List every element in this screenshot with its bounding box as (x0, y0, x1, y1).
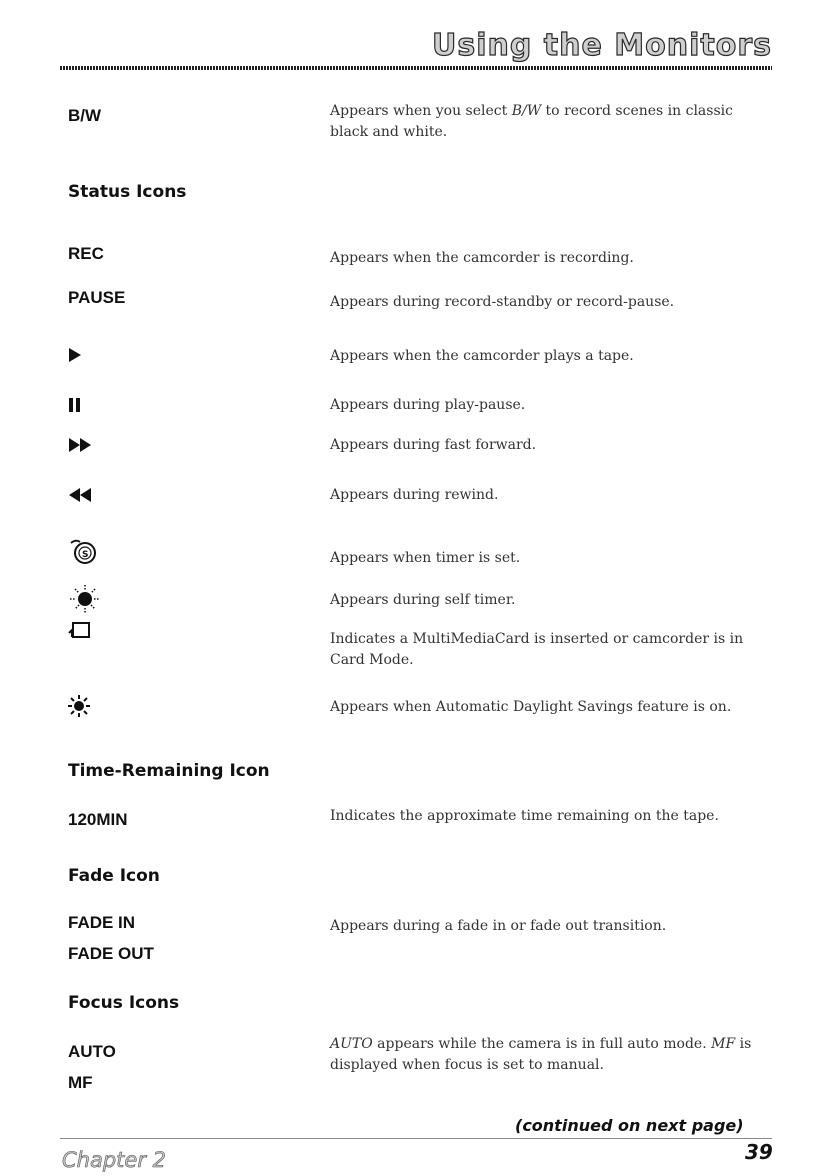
desc-bw-pre: Appears when you select (330, 103, 512, 119)
term-fade-in: FADE IN (68, 913, 136, 932)
header-rule (60, 66, 772, 70)
play-icon (68, 347, 82, 363)
desc-focus (330, 1034, 780, 1076)
desc-card: Indicates a MultiMediaCard is inserted or camcorder is in Card Mode. (330, 631, 744, 668)
footer-rule (60, 1138, 772, 1139)
svg-text:S: S (82, 550, 89, 560)
desc-bw (330, 101, 750, 143)
desc-pause: Appears during record-standby or record-pause. (330, 294, 675, 310)
self-timer-icon (68, 584, 102, 614)
desc-120min: Indicates the approximate time remaining on the tape. (330, 808, 719, 824)
fast-forward-icon (68, 437, 94, 453)
desc-fade: Appears during a fade in or fade out transition. (330, 918, 667, 934)
section-fade-icon: Fade Icon (68, 866, 160, 886)
page-header-title: Using the Monitors (432, 28, 772, 63)
section-time-remaining: Time-Remaining Icon (68, 761, 270, 781)
page-number: 39 (745, 1140, 773, 1164)
desc-selftimer: Appears during self timer. (330, 592, 516, 608)
term-rec: REC (68, 244, 104, 263)
desc-ff: Appears during fast forward. (330, 437, 537, 453)
desc-bw-post: to record scenes in classic black and white. (330, 103, 733, 140)
term-bw: B/W (68, 106, 102, 125)
timer-icon (68, 538, 98, 566)
chapter-label: Chapter 2 (62, 1148, 166, 1172)
daylight-savings-icon (68, 695, 90, 717)
term-120min: 120MIN (68, 810, 128, 829)
desc-dst: Appears when Automatic Daylight Savings feature is on. (330, 699, 732, 715)
desc-focus-post: is displayed when focus is set to manual. (330, 1036, 752, 1073)
pause-icon (68, 397, 82, 413)
desc-focus-mf: MF (711, 1036, 736, 1052)
term-pause: PAUSE (68, 288, 126, 307)
section-focus-icons: Focus Icons (68, 993, 180, 1013)
desc-focus-auto: AUTO (330, 1036, 373, 1052)
desc-rew: Appears during rewind. (330, 487, 499, 503)
term-auto: AUTO (68, 1042, 116, 1061)
section-status-icons: Status Icons (68, 182, 187, 202)
desc-play: Appears when the camcorder plays a tape. (330, 348, 634, 364)
continued-note: (continued on next page) (515, 1116, 744, 1135)
desc-timer: Appears when timer is set. (330, 550, 521, 566)
term-mf: MF (68, 1073, 93, 1092)
desc-focus-mid: appears while the camera is in full auto mode. (372, 1036, 712, 1052)
desc-playpause: Appears during play-pause. (330, 397, 526, 413)
memory-card-icon (68, 621, 92, 639)
rewind-icon (68, 487, 94, 503)
desc-rec: Appears when the camcorder is recording. (330, 250, 634, 266)
desc-bw-em: B/W (511, 103, 542, 119)
term-fade-out: FADE OUT (68, 944, 154, 963)
